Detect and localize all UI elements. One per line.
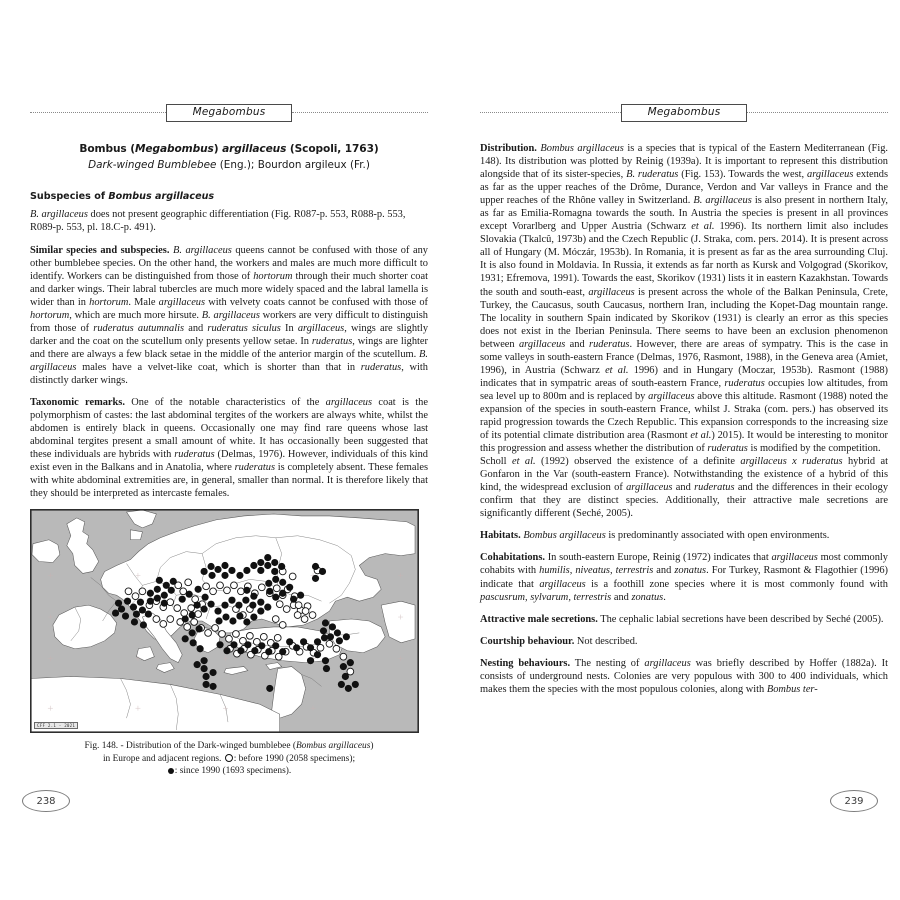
header-rule-left [30, 112, 166, 114]
subspecies-heading-taxon: Bombus argillaceus [108, 191, 215, 203]
legend-open-circle-icon [225, 754, 233, 762]
caption-lead: Fig. 148. - Distribution of the Dark-winged bumblebee ( [84, 741, 296, 752]
title-subgenus: Megabombus [134, 143, 214, 155]
subspecies-paragraph: B. argillaceus does not present geographic differentiation (Fig. R087-p. 553, R088-p. 553, R089-p. 553, pl. 18.C-p. 491). [30, 209, 406, 234]
page-number-left: 238 [22, 790, 70, 812]
nesting-paragraph: Nesting behaviours. The nesting of argillaceus was briefly described by Hoffer (1882a). It consists of underground nests. Colonies are very populous with 300 to 400 individuals, which makes them the species with the most populous colonies, along with Bombus ter- [480, 657, 888, 695]
header-genus-label: Megabombus [166, 104, 293, 122]
caption-region: in Europe and adjacent regions. [102, 753, 224, 764]
similar-species-paragraph: Similar species and subspecies. B. argillaceus queens cannot be confused with those of any other bumblebee species. On the other hand, the workers and males are much more difficult to identify. Workers can be distinguished from those of hortorum through their much shorter coat and darker wings. Their labral tubercles are much more widely spaced and the labral lamella is wider than in hortorum. Male argillaceus with velvety coats cannot be confused with those of hortorum, which are much more hirsute. B. argillaceus workers are very difficult to distinguish from those of ruderatus autumnalis and ruderatus siculus In argillaceus, wings are slightly darker and the coat on the scutellum only presents yellow setae. In ruderatus, wings are lighter and there are always a few black setae in the middle of the anterior margin of the scutellum. B. argillaceus males have a velvet-like coat, which is shorter than that in ruderatus, with distinctly darker wings. [30, 244, 429, 386]
legend-open-label: : before 1990 (2058 specimens); [233, 753, 356, 764]
legend-filled-label: : since 1990 (1693 specimens). [174, 766, 292, 777]
header-rule-right-r [747, 112, 888, 114]
header-rule-left-r [480, 112, 621, 114]
page-number-right: 239 [830, 790, 878, 812]
habitats-runin: Habitats. [480, 530, 521, 542]
secretions-runin: Attractive male secretions. [480, 613, 598, 625]
map-credit-label: CFF 2.1 - 2021 [34, 722, 78, 730]
species-scientific-name [30, 142, 428, 157]
species-common-name [30, 158, 428, 173]
cohabitations-paragraph: Cohabitations. In south-eastern Europe, Reinig (1972) indicates that argillaceus most commonly cohabits with humilis, niveatus, terrestris and zonatus. For Turkey, Rasmont & Flagothier (1996) indicate that argillaceus is a foothill zone species where it is most commonly found with pascusrum, sylvarum, terrestris and zonatus. [480, 552, 889, 603]
taxonomic-remarks-runin: Taxonomic remarks. [30, 397, 125, 409]
distribution-runin: Distribution. [480, 143, 537, 154]
running-header-right [480, 104, 888, 122]
subspecies-heading [30, 191, 428, 202]
taxonomic-remarks-paragraph: Taxonomic remarks. One of the notable characteristics of the argillaceus coat is the polymorphism of castes: the last abdominal tergites of the workers are always white, whilst the abdomen is entirely black in queens. Occasionally one may find rare queens whose last abdominal tergites present a small amount of white. It has occasionally been suggested that these individuals are hybrids with ruderatus (Delmas, 1976). However, individuals of this kind exist even in the Balkans and in Anatolia, where ruderatus is completely absent. These females with white abdominal extremities are, in general, smaller than normal. It is therefore likely that they should be interpreted as intercaste females. [30, 397, 429, 500]
running-header-left [30, 104, 428, 122]
common-name-english: Dark-winged Bumblebee [88, 159, 217, 172]
distribution-paragraph: Distribution. Bombus argillaceus is a species that is typical of the Eastern Mediterranean (Fig. 148). Its distribution was plotted by Reinig (1939a). It is important to represent this distribution alongside that of its sister-species, B. ruderatus (Fig. 153). Towards the west, argillaceus extends as far as the upper reaches of the Drôme, Durance, Verdon and Var valleys in France and the upper reaches of the Rhône valley in Switzerland. B. argillaceus is also present in northern Italy, as far as Emilia-Romagna towards the south. In Austria the species is present in all provinces except Vorarlberg and Upper Austria (Schwarz et al. 1996). Its northern limit also includes Slovakia (Tkalcû, 1973b) and the Czech Republic (J. Straka, com. pers. 2014). It is present across all of Hungary (M. Móczár, 1953b). In Romania, it is present as far as the area surrounding Cluj. It is also found in Moldavia. In Russia, it extends as far north as Kursk and Volgograd (Skorikov, 1931; Efremova, 1991). Towards the east, Skorikov (1931) lists it in eastern Kazakhstan. Towards the south and south-east, argillaceus is present across the whole of the Balkan Peninsula, Crete, Turkey, the Caucasus, south Caucasus, northern Iran, including the Kopet-Dag mountain range. The locality in southern Spain indicated by Skorikov (1931) is clearly an error as this species does not exist in the Iberian Peninsula. There seems to have been an exclusion phenomenon between argillaceus and ruderatus. However, there are areas of sympatry. This is the case in some valleys in south-eastern France (Delmas, 1976, Rasmont, 1988), in the Geneva area (Amiet, 1996), in Austria (Schwarz et al. 1996) and in Hungary (Moczar, 1953b). Rasmont (1988) indicates that in sympatric areas of south-eastern France, ruderatus occupies low altitudes, from sea level up to 800m and is replaced by argillaceus above this altitude. Rasmont (1988) noted the expansion of the species in south-eastern France, whilst J. Straka (com. pers.) has observed its rapid progression towards the Czech Republic. This expansion corresponds to the increasing size of its potential climate distribution area (Rasmont et al.) 2015). It would be interesting to monitor this progression and assess whether the distribution of ruderatus is modified by the competition. [480, 143, 889, 455]
title-mid: ) [213, 143, 223, 155]
caption-close: ) [370, 741, 374, 752]
title-species: argillaceus [222, 143, 287, 155]
subspecies-heading-text: Subspecies of [30, 191, 109, 203]
species-title-block [30, 142, 428, 173]
secretions-paragraph: Attractive male secretions. The cephalic labial secretions have been described by Seché (2005). [480, 613, 884, 625]
legend-filled-circle-icon [168, 768, 174, 774]
courtship-paragraph: Courtship behaviour. Not described. [480, 635, 638, 647]
common-name-french: (Eng.); Bourdon argileux (Fr.) [216, 159, 370, 172]
similar-species-runin: Similar species and subspecies. [30, 244, 170, 256]
title-authority: (Scopoli, 1763) [286, 143, 379, 155]
hybrid-paragraph: Scholl et al. (1992) observed the existence of a definite argillaceus x ruderatus hybrid at Gonfaron in the Var (south-eastern France). Notwithstanding the existence of a hybrid of this kind, the widespread exclusion of argillaceus and ruderatus and the differences in their ecology confirm that they are distinct species. Additionally, their attractive male secretions are significantly different (Seché, 2005). [480, 456, 889, 520]
habitats-paragraph: Habitats. Bombus argillaceus is predominantly associated with open environments. [480, 530, 830, 542]
right-page [450, 0, 900, 900]
nesting-runin: Nesting behaviours. [480, 657, 571, 669]
courtship-runin: Courtship behaviour. [480, 635, 575, 647]
header-rule-right [292, 112, 428, 114]
distribution-map [30, 509, 419, 733]
map-svg [31, 510, 418, 732]
header-genus-label-right: Megabombus [621, 104, 748, 122]
distribution-figure [30, 509, 428, 777]
title-pre: Bombus ( [79, 143, 135, 155]
caption-species: Bombus argillaceus [295, 741, 371, 752]
cohabitations-runin: Cohabitations. [480, 552, 545, 564]
figure-caption [30, 740, 428, 777]
